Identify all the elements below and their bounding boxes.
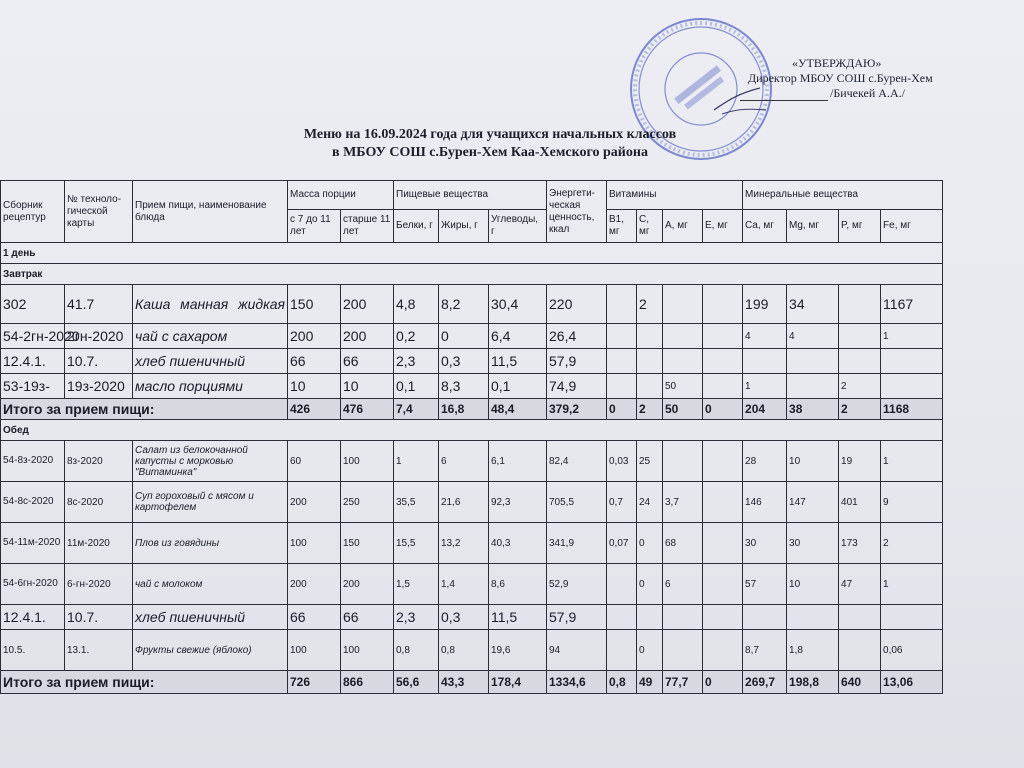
total-fat: 16,8	[439, 399, 489, 420]
cell-dish: Фрукты свежие (яблоко)	[133, 630, 288, 671]
cell-fe: 9	[881, 482, 943, 523]
cell-ca: 30	[743, 523, 787, 564]
cell-carbs: 8,6	[489, 564, 547, 605]
cell-mass-young: 200	[288, 324, 341, 349]
cell-carbs: 92,3	[489, 482, 547, 523]
cell-p	[839, 605, 881, 630]
cell-collection: 54-2гн-2020	[1, 324, 65, 349]
cell-mass-young: 100	[288, 523, 341, 564]
cell-carbs: 11,5	[489, 349, 547, 374]
header-fe: Fe, мг	[881, 210, 943, 243]
cell-carbs: 6,1	[489, 441, 547, 482]
cell-energy: 57,9	[547, 605, 607, 630]
cell-ca: 28	[743, 441, 787, 482]
cell-fe: 2	[881, 523, 943, 564]
cell-tech-card: 8с-2020	[65, 482, 133, 523]
cell-protein: 0,2	[394, 324, 439, 349]
cell-e	[703, 605, 743, 630]
lunch-total-row	[1, 671, 943, 694]
cell-p: 173	[839, 523, 881, 564]
table-row	[1, 374, 943, 399]
cell-fat: 0,3	[439, 349, 489, 374]
cell-tech-card: 2гн-2020	[65, 324, 133, 349]
document-title	[260, 126, 720, 162]
table-row	[1, 605, 943, 630]
cell-p: 2	[839, 374, 881, 399]
header-fat: Жиры, г	[439, 210, 489, 243]
cell-mass-old: 200	[341, 564, 394, 605]
header-minerals: Минеральные вещества	[743, 181, 943, 210]
cell-fat: 13,2	[439, 523, 489, 564]
cell-c	[637, 605, 663, 630]
cell-fe: 1167	[881, 285, 943, 324]
total-mass-young: 726	[288, 671, 341, 694]
cell-collection: 12.4.1.	[1, 605, 65, 630]
cell-b1: 0,7	[607, 482, 637, 523]
total-mass-old: 476	[341, 399, 394, 420]
cell-b1	[607, 630, 637, 671]
cell-p: 19	[839, 441, 881, 482]
cell-mg	[787, 605, 839, 630]
cell-mg: 147	[787, 482, 839, 523]
cell-fe	[881, 374, 943, 399]
cell-mass-young: 60	[288, 441, 341, 482]
cell-mass-old: 10	[341, 374, 394, 399]
cell-ca: 1	[743, 374, 787, 399]
cell-b1	[607, 349, 637, 374]
total-p: 2	[839, 399, 881, 420]
cell-tech-card: 8з-2020	[65, 441, 133, 482]
approval-signatory: /Бичекей А.А./	[830, 86, 905, 100]
header-e: E, мг	[703, 210, 743, 243]
cell-mass-young: 66	[288, 605, 341, 630]
cell-dish: Суп гороховый с мясом и картофелем	[133, 482, 288, 523]
cell-dish: Салат из белокочанной капусты с морковью "Витаминка"	[133, 441, 288, 482]
cell-e	[703, 482, 743, 523]
cell-protein: 4,8	[394, 285, 439, 324]
cell-collection: 54-11м-2020	[1, 523, 65, 564]
total-a: 50	[663, 399, 703, 420]
cell-fat: 8,3	[439, 374, 489, 399]
cell-ca: 57	[743, 564, 787, 605]
total-energy: 379,2	[547, 399, 607, 420]
cell-carbs: 30,4	[489, 285, 547, 324]
total-label: Итого за прием пищи:	[1, 671, 288, 694]
header-vitamins: Витамины	[607, 181, 743, 210]
cell-carbs: 11,5	[489, 605, 547, 630]
cell-tech-card: 10.7.	[65, 349, 133, 374]
title-line-1: Меню на 16.09.2024 года для учащихся начальных классов	[303, 127, 677, 142]
approval-block	[740, 56, 1020, 101]
cell-energy: 82,4	[547, 441, 607, 482]
cell-tech-card: 13.1.	[65, 630, 133, 671]
cell-collection: 54-8с-2020	[1, 482, 65, 523]
approval-position: Директор МБОУ СОШ с.Бурен-Хем	[748, 71, 933, 85]
cell-b1	[607, 605, 637, 630]
cell-p: 401	[839, 482, 881, 523]
cell-fat: 1,4	[439, 564, 489, 605]
cell-p	[839, 349, 881, 374]
cell-ca: 8,7	[743, 630, 787, 671]
table-row	[1, 630, 943, 671]
cell-mass-old: 66	[341, 605, 394, 630]
table-row	[1, 564, 943, 605]
cell-a	[663, 630, 703, 671]
header-a: A, мг	[663, 210, 703, 243]
total-e: 0	[703, 399, 743, 420]
cell-b1: 0,07	[607, 523, 637, 564]
cell-a	[663, 349, 703, 374]
cell-b1	[607, 285, 637, 324]
cell-collection: 54-8з-2020	[1, 441, 65, 482]
header-row-1	[1, 181, 943, 210]
cell-fat: 6	[439, 441, 489, 482]
cell-fat: 0,3	[439, 605, 489, 630]
cell-c: 25	[637, 441, 663, 482]
total-p: 640	[839, 671, 881, 694]
total-mass-young: 426	[288, 399, 341, 420]
cell-mass-old: 200	[341, 324, 394, 349]
cell-dish: хлеб пшеничный	[133, 349, 288, 374]
title-line-2: в МБОУ СОШ с.Бурен-Хем Каа-Хемского района	[332, 145, 648, 160]
cell-b1	[607, 324, 637, 349]
cell-mg	[787, 374, 839, 399]
total-mass-old: 866	[341, 671, 394, 694]
cell-mass-young: 100	[288, 630, 341, 671]
cell-protein: 1,5	[394, 564, 439, 605]
cell-collection: 53-19з-	[1, 374, 65, 399]
cell-mass-old: 150	[341, 523, 394, 564]
table-row	[1, 482, 943, 523]
cell-e	[703, 374, 743, 399]
lunch-section-row	[1, 420, 943, 441]
cell-fe: 1	[881, 324, 943, 349]
cell-protein: 0,8	[394, 630, 439, 671]
total-b1: 0	[607, 399, 637, 420]
cell-mass-old: 66	[341, 349, 394, 374]
cell-energy: 94	[547, 630, 607, 671]
cell-mg: 4	[787, 324, 839, 349]
cell-mass-old: 250	[341, 482, 394, 523]
cell-p	[839, 324, 881, 349]
cell-c	[637, 374, 663, 399]
header-ca: Ca, мг	[743, 210, 787, 243]
total-ca: 204	[743, 399, 787, 420]
cell-e	[703, 630, 743, 671]
cell-c: 0	[637, 564, 663, 605]
cell-protein: 0,1	[394, 374, 439, 399]
cell-c: 0	[637, 523, 663, 564]
header-b1: B1, мг	[607, 210, 637, 243]
table-row	[1, 523, 943, 564]
cell-b1: 0,03	[607, 441, 637, 482]
cell-mass-young: 150	[288, 285, 341, 324]
cell-e	[703, 564, 743, 605]
table-row	[1, 285, 943, 324]
cell-c: 2	[637, 285, 663, 324]
cell-e	[703, 441, 743, 482]
total-label: Итого за прием пищи:	[1, 399, 288, 420]
cell-carbs: 6,4	[489, 324, 547, 349]
cell-a: 68	[663, 523, 703, 564]
breakfast-total-row	[1, 399, 943, 420]
header-mass-old: старше 11 лет	[341, 210, 394, 243]
lunch-label: Обед	[1, 420, 943, 441]
cell-c: 24	[637, 482, 663, 523]
cell-fat: 21,6	[439, 482, 489, 523]
cell-a: 6	[663, 564, 703, 605]
header-mg: Mg, мг	[787, 210, 839, 243]
day-row	[1, 243, 943, 264]
cell-energy: 705,5	[547, 482, 607, 523]
cell-ca	[743, 349, 787, 374]
cell-mg: 10	[787, 564, 839, 605]
total-carbs: 178,4	[489, 671, 547, 694]
cell-mg: 30	[787, 523, 839, 564]
menu-table	[0, 180, 943, 694]
total-fe: 1168	[881, 399, 943, 420]
cell-b1	[607, 374, 637, 399]
cell-collection: 10.5.	[1, 630, 65, 671]
cell-fe	[881, 349, 943, 374]
cell-c	[637, 324, 663, 349]
cell-e	[703, 349, 743, 374]
cell-energy: 341,9	[547, 523, 607, 564]
cell-tech-card: 19з-2020	[65, 374, 133, 399]
header-collection: Сборник рецептур	[1, 181, 65, 243]
cell-fat: 0	[439, 324, 489, 349]
cell-protein: 1	[394, 441, 439, 482]
cell-dish: Каша манная жидкая	[133, 285, 288, 324]
total-c: 49	[637, 671, 663, 694]
cell-tech-card: 10.7.	[65, 605, 133, 630]
cell-dish: Плов из говядины	[133, 523, 288, 564]
cell-a	[663, 285, 703, 324]
cell-mg	[787, 349, 839, 374]
total-carbs: 48,4	[489, 399, 547, 420]
cell-mass-old: 200	[341, 285, 394, 324]
cell-collection: 302	[1, 285, 65, 324]
header-p: P, мг	[839, 210, 881, 243]
cell-p: 47	[839, 564, 881, 605]
cell-dish: хлеб пшеничный	[133, 605, 288, 630]
cell-mass-young: 10	[288, 374, 341, 399]
cell-tech-card: 11м-2020	[65, 523, 133, 564]
cell-fe	[881, 605, 943, 630]
cell-tech-card: 6-гн-2020	[65, 564, 133, 605]
header-mass: Масса порции	[288, 181, 394, 210]
cell-ca: 199	[743, 285, 787, 324]
cell-fat: 8,2	[439, 285, 489, 324]
cell-ca	[743, 605, 787, 630]
cell-mg: 34	[787, 285, 839, 324]
total-ca: 269,7	[743, 671, 787, 694]
cell-mg: 1,8	[787, 630, 839, 671]
breakfast-label: Завтрак	[1, 264, 943, 285]
cell-ca: 4	[743, 324, 787, 349]
header-carbs: Углеводы, г	[489, 210, 547, 243]
cell-energy: 52,9	[547, 564, 607, 605]
table-row	[1, 349, 943, 374]
cell-protein: 35,5	[394, 482, 439, 523]
total-protein: 56,6	[394, 671, 439, 694]
cell-mg: 10	[787, 441, 839, 482]
cell-c: 0	[637, 630, 663, 671]
cell-e	[703, 324, 743, 349]
cell-dish: масло порциями	[133, 374, 288, 399]
total-fe: 13,06	[881, 671, 943, 694]
total-fat: 43,3	[439, 671, 489, 694]
table-row	[1, 441, 943, 482]
cell-a	[663, 324, 703, 349]
total-energy: 1334,6	[547, 671, 607, 694]
cell-a: 3,7	[663, 482, 703, 523]
cell-b1	[607, 564, 637, 605]
cell-collection: 12.4.1.	[1, 349, 65, 374]
approval-heading: «УТВЕРЖДАЮ»	[792, 56, 882, 70]
cell-c	[637, 349, 663, 374]
day-label: 1 день	[1, 243, 943, 264]
cell-e	[703, 523, 743, 564]
cell-p	[839, 285, 881, 324]
cell-carbs: 19,6	[489, 630, 547, 671]
cell-mass-young: 200	[288, 564, 341, 605]
cell-protein: 2,3	[394, 605, 439, 630]
cell-tech-card: 41.7	[65, 285, 133, 324]
total-b1: 0,8	[607, 671, 637, 694]
total-protein: 7,4	[394, 399, 439, 420]
cell-fe: 1	[881, 441, 943, 482]
header-protein: Белки, г	[394, 210, 439, 243]
cell-ca: 146	[743, 482, 787, 523]
header-c: C, мг	[637, 210, 663, 243]
cell-dish: чай с сахаром	[133, 324, 288, 349]
cell-protein: 2,3	[394, 349, 439, 374]
cell-carbs: 0,1	[489, 374, 547, 399]
cell-mass-young: 200	[288, 482, 341, 523]
total-mg: 38	[787, 399, 839, 420]
cell-a	[663, 605, 703, 630]
cell-e	[703, 285, 743, 324]
breakfast-section-row	[1, 264, 943, 285]
cell-protein: 15,5	[394, 523, 439, 564]
cell-mass-old: 100	[341, 441, 394, 482]
total-c: 2	[637, 399, 663, 420]
header-energy: Энергети-ческая ценность, ккал	[547, 181, 607, 243]
cell-carbs: 40,3	[489, 523, 547, 564]
cell-mass-old: 100	[341, 630, 394, 671]
cell-fe: 1	[881, 564, 943, 605]
cell-energy: 220	[547, 285, 607, 324]
cell-collection: 54-6гн-2020	[1, 564, 65, 605]
header-meal: Прием пищи, наименование блюда	[133, 181, 288, 243]
cell-energy: 57,9	[547, 349, 607, 374]
total-e: 0	[703, 671, 743, 694]
header-mass-young: с 7 до 11 лет	[288, 210, 341, 243]
cell-mass-young: 66	[288, 349, 341, 374]
approval-signature-line	[740, 86, 1020, 101]
total-a: 77,7	[663, 671, 703, 694]
total-mg: 198,8	[787, 671, 839, 694]
cell-fat: 0,8	[439, 630, 489, 671]
header-tech-card: № техноло-гической карты	[65, 181, 133, 243]
cell-fe: 0,06	[881, 630, 943, 671]
cell-dish: чай с молоком	[133, 564, 288, 605]
cell-p	[839, 630, 881, 671]
cell-a: 50	[663, 374, 703, 399]
cell-energy: 74,9	[547, 374, 607, 399]
table-row	[1, 324, 943, 349]
cell-a	[663, 441, 703, 482]
header-nutrients: Пищевые вещества	[394, 181, 547, 210]
cell-energy: 26,4	[547, 324, 607, 349]
